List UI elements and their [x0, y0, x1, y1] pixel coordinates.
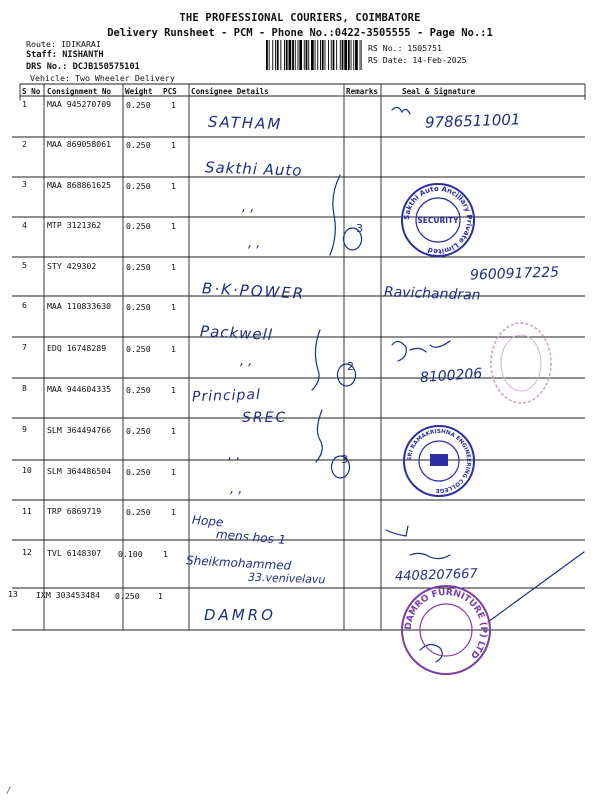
hand-phone-1: 9786511001 — [424, 110, 521, 132]
stamp3-ring-text: DAMRO FURNITURE (P) LTD — [403, 587, 489, 660]
row-11-weight: 0.250 — [126, 507, 151, 517]
row-8-consignment: MAA 944604335 — [47, 384, 112, 394]
row-6-weight: 0.250 — [126, 302, 151, 312]
drs-number: DRS No.: DCJB150575101 — [26, 62, 140, 72]
hand-consignee-5: B·K·POWER — [201, 279, 306, 303]
hand-consignee-6: Packwell — [199, 322, 274, 344]
hand-ditto-7: , , — [240, 354, 253, 369]
row-7-sno: 7 — [22, 342, 27, 352]
row-9-sno: 9 — [22, 424, 27, 434]
seal-stamp-faded — [486, 318, 556, 408]
row-2-pcs: 1 — [171, 140, 176, 150]
row-11-pcs: 1 — [171, 507, 176, 517]
row-9-consignment: SLM 364494766 — [47, 425, 112, 435]
row-12-sno: 12 — [22, 547, 32, 557]
row-13-weight: 0.250 — [115, 591, 140, 601]
hand-ditto-3: , , — [242, 200, 255, 215]
row-7-pcs: 1 — [171, 344, 176, 354]
row-5-sno: 5 — [22, 260, 27, 270]
row-11-sno: 11 — [22, 506, 32, 516]
footer-mark: / — [6, 786, 12, 796]
row-10-pcs: 1 — [171, 467, 176, 477]
hand-consignee-13: DAMRO — [204, 606, 276, 624]
hand-count-a: 3 — [356, 222, 363, 235]
row-12-pcs: 1 — [163, 549, 168, 559]
row-6-sno: 6 — [22, 300, 27, 310]
hand-ditto-4: , , — [248, 236, 261, 251]
vehicle-label: Vehicle: Two Wheeler Delivery — [30, 73, 175, 83]
hand-phone-7: 8100206 — [419, 365, 483, 387]
row-12-weight: 0.100 — [118, 549, 143, 559]
row-4-consignment: MTP 3121362 — [47, 220, 102, 230]
row-11-consignment: TRP 6869719 — [47, 506, 102, 516]
stamp1-ring-text: Sakthi Auto Ancillary Private Limited — [402, 184, 474, 256]
row-8-pcs: 1 — [171, 385, 176, 395]
hand-count-b: 2 — [347, 360, 354, 373]
row-2-sno: 2 — [22, 139, 27, 149]
hand-consignee-12b: 33.venivelavu — [247, 570, 326, 587]
row-3-weight: 0.250 — [126, 181, 151, 191]
row-7-weight: 0.250 — [126, 344, 151, 354]
hand-ditto-10: , , — [230, 482, 243, 497]
row-2-weight: 0.250 — [126, 140, 151, 150]
seal-stamp-damro — [398, 582, 494, 678]
hand-ditto-9: , , — [228, 448, 241, 463]
col-seal-header: Seal & Signature — [402, 87, 476, 96]
stamp2-ring-text: SRI RAMAKRISHNA ENGINEERING COLLEGE — [406, 428, 472, 494]
row-12-consignment: TVL 6148307 — [47, 548, 102, 558]
row-1-pcs: 1 — [171, 100, 176, 110]
runsheet-title: Delivery Runsheet - PCM - Phone No.:0422-3505555 - Page No.:1 — [107, 27, 493, 39]
row-4-pcs: 1 — [171, 221, 176, 231]
hand-count-c: 3 — [341, 453, 348, 466]
company-title: THE PROFESSIONAL COURIERS, COIMBATORE — [179, 12, 421, 24]
row-9-weight: 0.250 — [126, 426, 151, 436]
row-8-sno: 8 — [22, 383, 27, 393]
row-13-sno: 13 — [8, 589, 18, 599]
row-5-pcs: 1 — [171, 262, 176, 272]
seal-stamp-srec — [400, 422, 478, 500]
col-consignment-header: Consignment No — [47, 87, 112, 96]
row-4-weight: 0.250 — [126, 221, 151, 231]
row-4-sno: 4 — [22, 220, 27, 230]
col-remarks-header: Remarks — [346, 87, 379, 96]
hand-consignee-8: Principal — [191, 386, 262, 406]
row-5-consignment: STY 429302 — [47, 261, 97, 271]
hand-consignee-1: SATHAM — [207, 112, 283, 134]
row-10-sno: 10 — [22, 465, 32, 475]
row-6-pcs: 1 — [171, 302, 176, 312]
staff-label: Staff: NISHANTH — [26, 50, 104, 60]
hand-consignee-8b: SREC — [242, 410, 288, 426]
hand-phone-5: 9600917225 — [469, 264, 560, 284]
row-3-sno: 3 — [22, 179, 27, 189]
row-7-consignment: EDQ 16748289 — [47, 343, 107, 353]
hand-consignee-11b: mens hos-1 — [215, 526, 287, 548]
hand-sign-5: Ravichandran — [383, 284, 481, 304]
rs-number: RS No.: 1505751 — [368, 43, 442, 53]
col-sno-header: S No — [22, 87, 41, 96]
row-10-weight: 0.250 — [126, 467, 151, 477]
route-label: Route: IDIKARAI — [26, 39, 101, 49]
col-weight-header: Weight — [125, 87, 153, 96]
row-1-sno: 1 — [22, 99, 27, 109]
row-13-consignment: IXM 303453484 — [36, 590, 101, 600]
hand-consignee-11: Hope — [191, 512, 224, 530]
stamp1-center-text: SECURITY — [417, 216, 459, 225]
row-10-consignment: SLM 364486504 — [47, 466, 112, 476]
row-8-weight: 0.250 — [126, 385, 151, 395]
col-pcs-header: PCS — [163, 87, 177, 96]
row-9-pcs: 1 — [171, 426, 176, 436]
row-1-weight: 0.250 — [126, 100, 151, 110]
row-3-consignment: MAA 868861625 — [47, 180, 112, 190]
row-1-consignment: MAA 945270709 — [47, 99, 112, 109]
row-2-consignment: MAA 869058061 — [47, 139, 112, 149]
hand-phone-12: 4408207667 — [394, 566, 478, 585]
row-5-weight: 0.250 — [126, 262, 151, 272]
col-consignee-header: Consignee Details — [191, 87, 269, 96]
row-3-pcs: 1 — [171, 181, 176, 191]
rs-date: RS Date: 14-Feb-2025 — [368, 55, 467, 65]
hand-consignee-12: Sheikmohammed — [185, 553, 292, 573]
seal-stamp-sakthi — [398, 180, 478, 260]
row-13-pcs: 1 — [158, 591, 163, 601]
hand-consignee-2: Sakthi Auto — [204, 158, 303, 180]
row-6-consignment: MAA 110833630 — [47, 301, 112, 311]
